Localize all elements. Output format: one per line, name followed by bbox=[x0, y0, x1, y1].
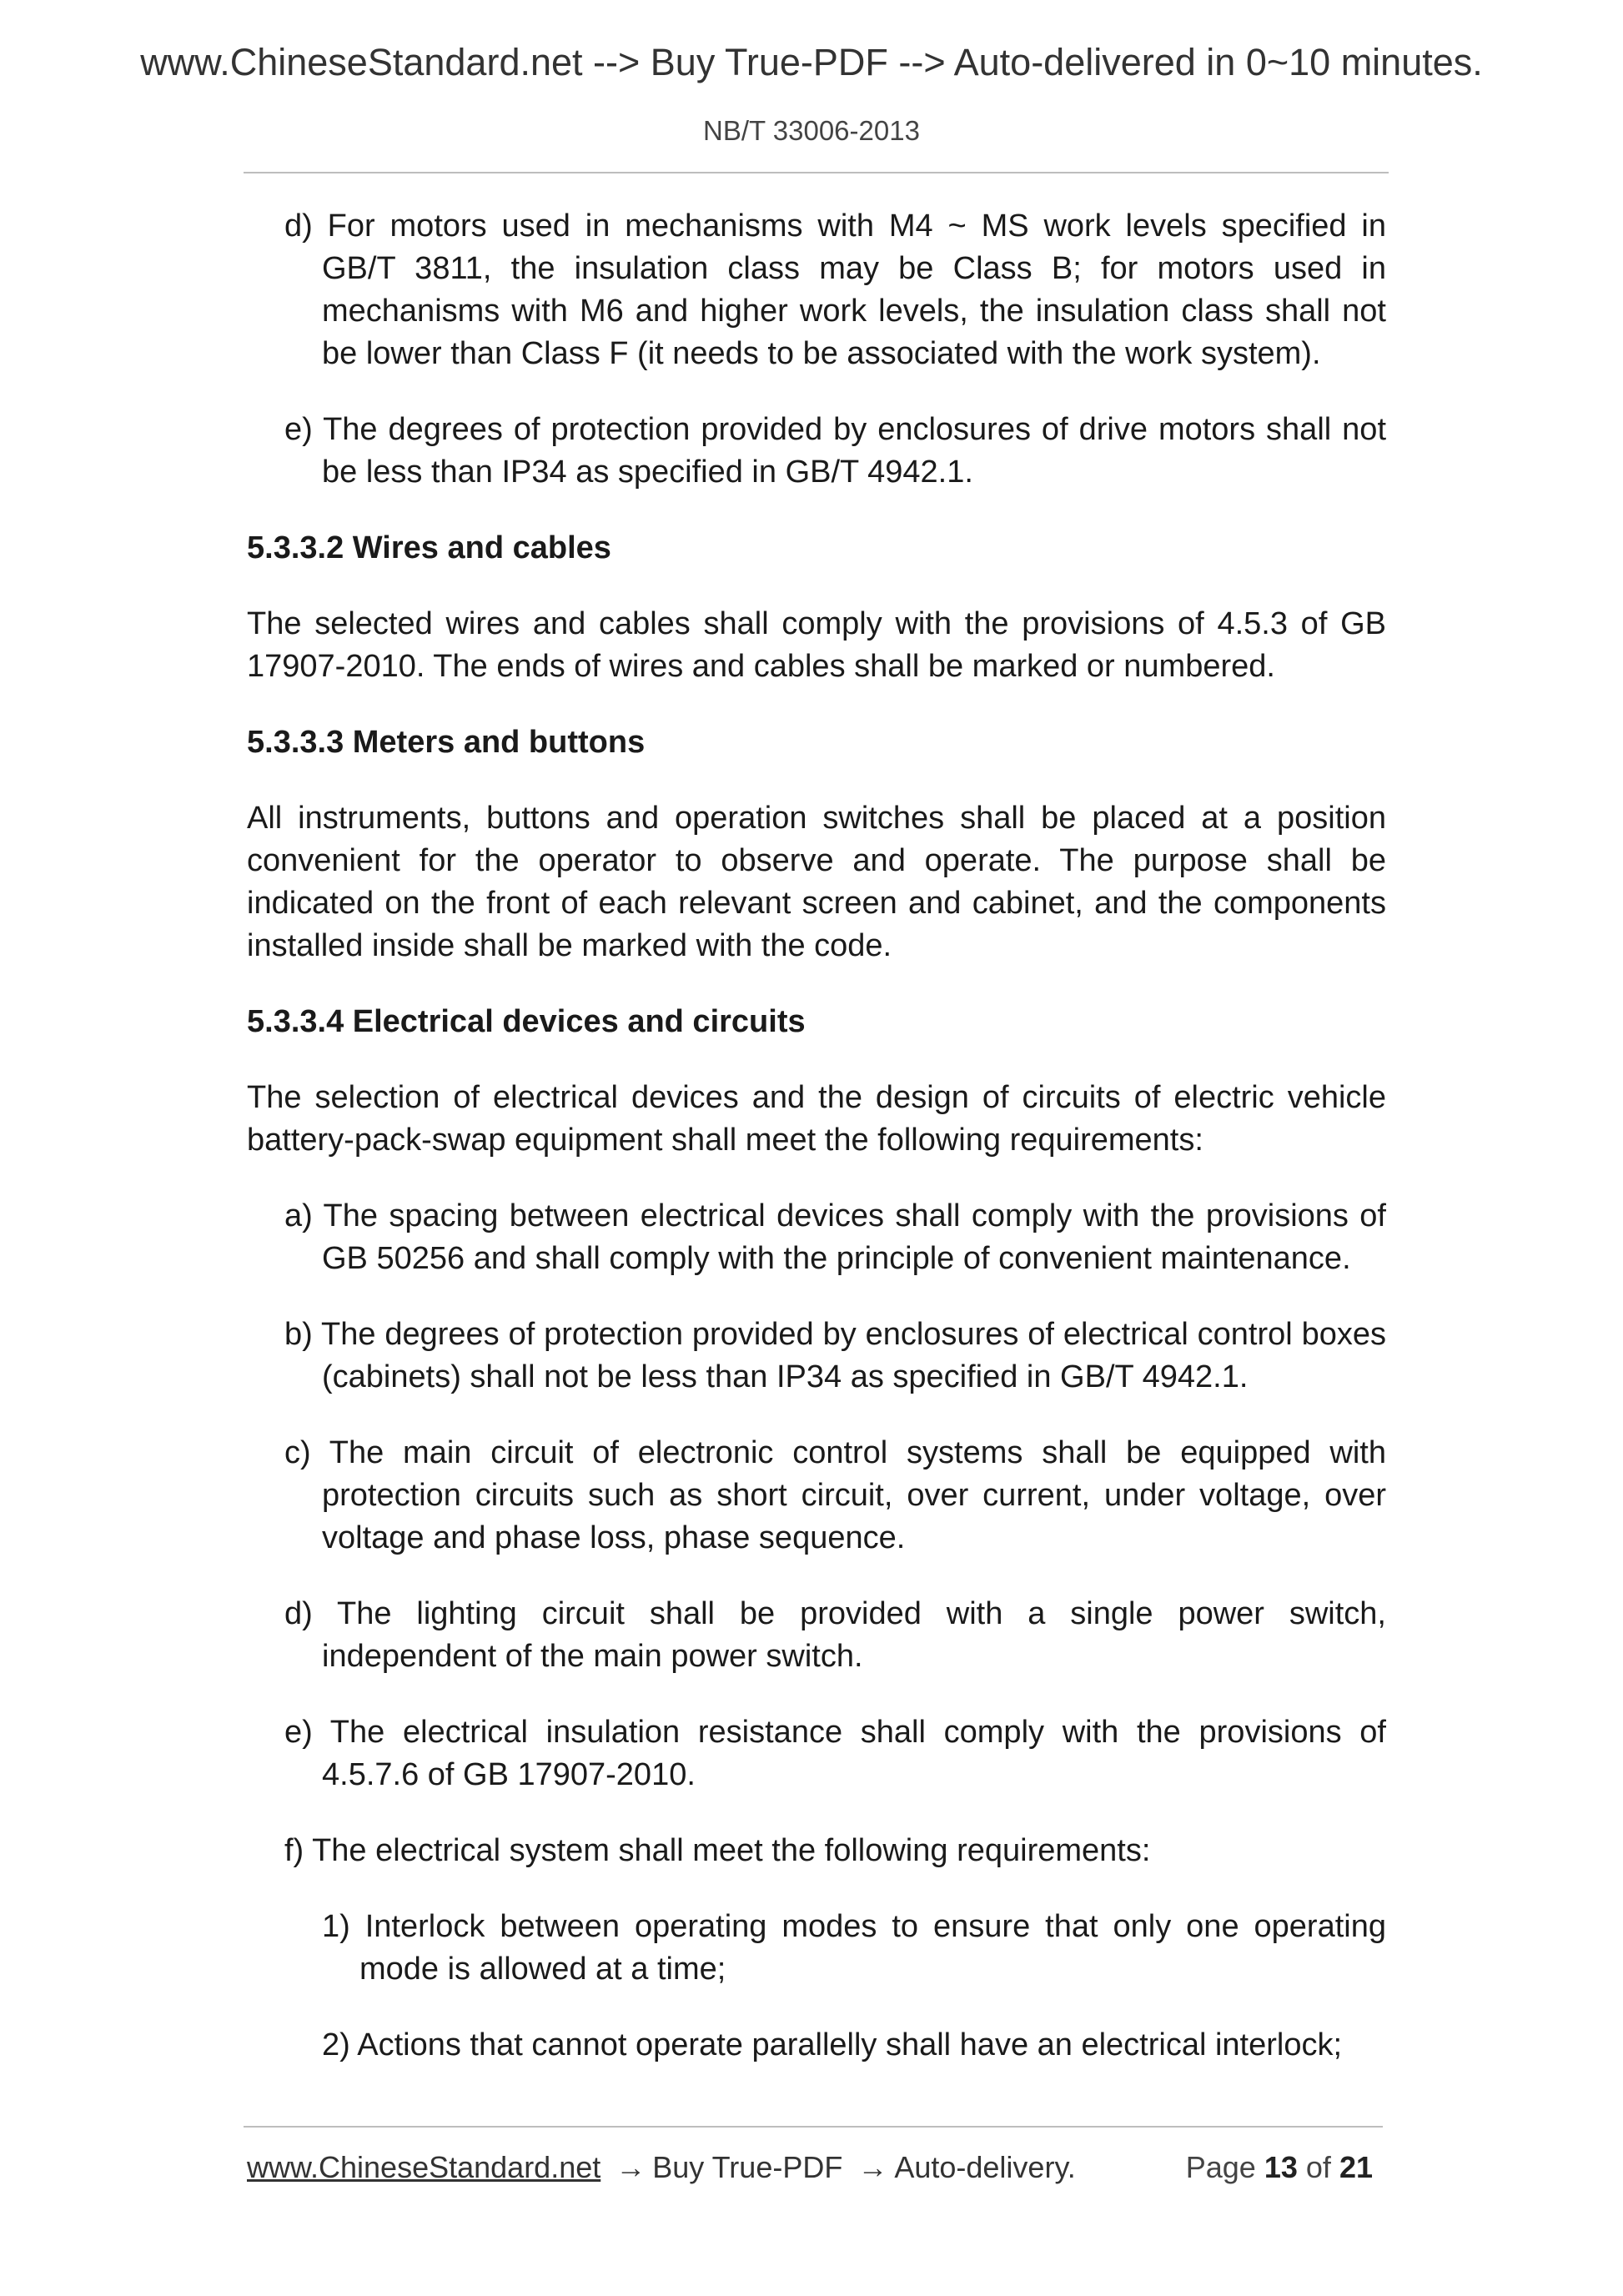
standard-code: NB/T 33006-2013 bbox=[703, 115, 920, 146]
section-heading-5333: 5.3.3.3 Meters and buttons bbox=[247, 725, 646, 760]
paragraph-5332: The selected wires and cables shall comply with the provisions of 4.5.3 of GB 17907-2010. The ends of wires and cables shall be marked or numbered. bbox=[247, 606, 1386, 684]
list-item-c: c) The main circuit of electronic control systems shall be equipped with protection circuits such as short circuit, over current, under voltage, over voltage and phase loss, phase sequence. bbox=[284, 1435, 1386, 1555]
section-heading-5332: 5.3.3.2 Wires and cables bbox=[247, 530, 611, 565]
footer-left bbox=[247, 2150, 1076, 2185]
footer-delivery-text: Auto-delivery. bbox=[894, 2150, 1076, 2184]
section-heading-5334: 5.3.3.4 Electrical devices and circuits bbox=[247, 1004, 806, 1039]
list-item-e: e) The electrical insulation resistance shall comply with the provisions of 4.5.7.6 of GB 17907-2010. bbox=[284, 1715, 1386, 1792]
sub-item-1: 1) Interlock between operating modes to ensure that only one operating mode is allowed at a time; bbox=[322, 1909, 1386, 1987]
paragraph-5334: The selection of electrical devices and the design of circuits of electric vehicle battery-pack-swap equipment shall meet the following requirements: bbox=[247, 1080, 1386, 1158]
top-banner: www.ChineseStandard.net --> Buy True-PDF --> Auto-delivered in 0~10 minutes. bbox=[140, 41, 1483, 83]
paragraph-5333: All instruments, buttons and operation switches shall be placed at a position convenient for the operator to observe and operate. The purpose shall be indicated on the front of each relevant screen and cabinet, and the components installed inside shall be marked with the code. bbox=[247, 801, 1386, 963]
arrow-right-icon: → bbox=[857, 2150, 888, 2184]
sub-item-2: 2) Actions that cannot operate parallelly shall have an electrical interlock; bbox=[322, 2027, 1343, 2062]
page-label: Page bbox=[1185, 2150, 1256, 2184]
list-item-d-motors: d) For motors used in mechanisms with M4 ~ MS work levels specified in GB/T 3811, the insulation class may be Class B; for motors used in mechanisms with M6 and higher work levels, the insulation class shall not be lower than Class F (it needs to be associated with the work system). bbox=[284, 208, 1386, 371]
footer-site-link[interactable]: www.ChineseStandard.net bbox=[247, 2150, 601, 2184]
of-label: of bbox=[1305, 2150, 1331, 2184]
list-item-d: d) The lighting circuit shall be provided with a single power switch, independent of the main power switch. bbox=[284, 1596, 1386, 1674]
list-item-e-protection: e) The degrees of protection provided by enclosures of drive motors shall not be less than IP34 as specified in GB/T 4942.1. bbox=[284, 412, 1386, 490]
footer-buy-text: Buy True-PDF bbox=[652, 2150, 843, 2184]
document-body bbox=[247, 205, 1386, 2100]
list-item-f: f) The electrical system shall meet the following requirements: bbox=[284, 1833, 1151, 1868]
list-item-b: b) The degrees of protection provided by enclosures of electrical control boxes (cabinets) shall not be less than IP34 as specified in GB/T 4942.1. bbox=[284, 1317, 1386, 1394]
arrow-right-icon: → bbox=[616, 2150, 646, 2184]
page-current: 13 bbox=[1264, 2150, 1298, 2184]
page-number bbox=[1186, 2150, 1373, 2185]
list-item-a: a) The spacing between electrical devices shall comply with the provisions of GB 50256 and shall comply with the principle of convenient maintenance. bbox=[284, 1198, 1386, 1276]
footer-divider bbox=[244, 2126, 1383, 2128]
header-divider bbox=[244, 172, 1389, 173]
page-total: 21 bbox=[1339, 2150, 1373, 2184]
